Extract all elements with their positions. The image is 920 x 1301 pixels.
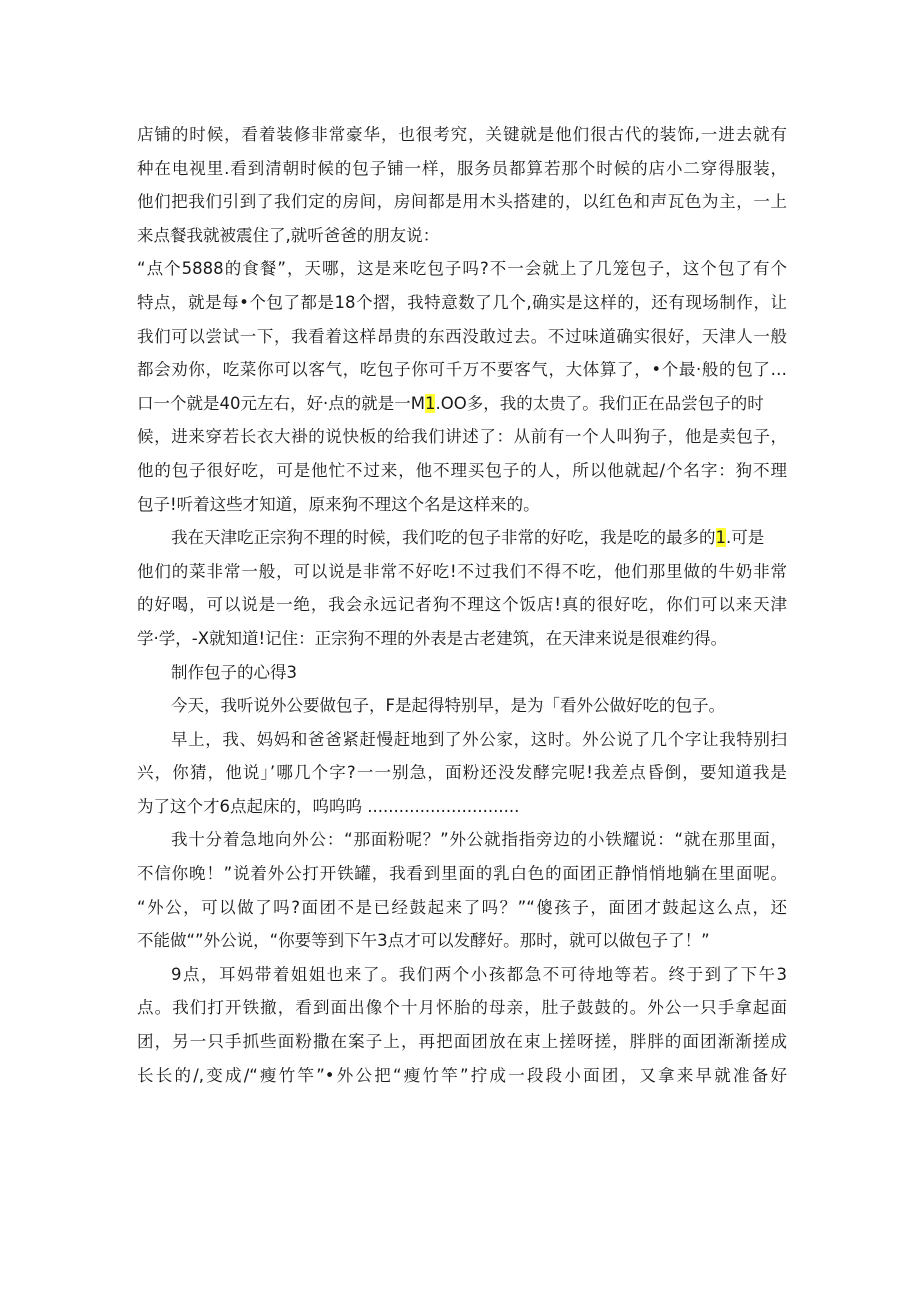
text-line: 都会劝你，吃菜你可以客气，吃包子你可千万不要客气，大体算了，•个最·般的包了… [137,360,787,380]
text-line: 种在电视里.看到清朝时候的包子铺一样，服务员都算若那个时候的店小二穿得服装， [137,158,787,178]
text-line: 不信你晚！”说着外公打开铁罐，我看到里面的乳白色的面团正静悄悄地躺在里面呢。 [137,864,787,884]
text-line: 店铺的时候，看着装修非常豪华，也很考究，关键就是他们很古代的装饰,一进去就有 [137,125,787,144]
text-line: 他的包子很好吃，可是他忙不过来，他不理买包子的人，所以他就起/个名字：狗不理 [137,460,787,480]
text-fragment: 我在天津吃正宗狗不理的时候，我们吃的包子非常的好吃，我是吃的最多的 [171,528,716,548]
text-line-highlighted [137,387,787,421]
section-heading: 制作包子的心得3 [171,662,297,682]
text-line: 他们的菜非常一般，可以说是非常不好吃!不过我们不得不吃，他们那里做的牛奶非常 [137,561,787,581]
text-line: 学·学，-X就知道!记住：正宗狗不理的外表是古老建筑，在天津来说是很难约得。 [137,628,728,648]
text-fragment: 口一个就是40元左右，好·点的就是一M [137,393,425,413]
text-line: 包子!听着这些才知道，原来狗不理这个名是这样来的。 [137,494,540,514]
text-line: 团，另一只手抓些面粉撒在案子上，再把面团放在束上搓呀搓，胖胖的面团渐渐搓成 [137,1032,787,1052]
text-line: 我十分着急地向外公：“那面粉呢？”外公就指指旁边的小铁耀说：“就在那里面， [171,830,787,850]
text-fragment: .OO多，我的太贵了。我们正在品尝包子的时 [435,393,764,413]
text-fragment: .可是 [726,528,765,548]
text-line: “点个5888的食餐”，天哪，这是来吃包子吗?不一会就上了几笼包子，这个包了有个 [137,259,787,279]
highlight-mark: 1 [424,393,436,413]
text-line: 早上，我、妈妈和爸爸紧赶慢赶地到了外公家，这时。外公说了几个字让我特别扫 [171,729,787,749]
text-line: 来点餐我就被震住了,就听爸爸的朋友说： [137,225,440,245]
text-line-highlighted [137,521,787,555]
text-line: “外公，可以做了吗?面团不是已经鼓起来了吗？”“傻孩子，面团才鼓起这么点，还 [137,897,787,917]
text-line: 长长的/,变成/“瘦竹竿”•外公把“瘦竹竿”拧成一段段小面团，又拿来早就准备好 [137,1065,787,1085]
text-line: 今天，我听说外公要做包子，F是起得特别早，是为「看外公做好吃的包子。 [171,696,725,716]
text-line: 候，进来穿若长衣大褂的说快板的给我们讲述了：从前有一个人叫狗子，他是卖包子， [137,427,787,447]
document-body [137,118,787,1092]
text-line: 兴，你猜，他说」’哪几个字?一一别急，面粉还没发酵完呢!我差点昏倒，要知道我是 [137,763,787,783]
text-line: 我们可以尝试一下，我看着这样昂贵的东西没敢过去。不过味道确实很好，天津人一般 [137,326,787,346]
text-line: 的好喝，可以说是一绝，我会永远记者狗不理这个饭店!真的很好吃，你们可以来天津 [137,595,787,615]
text-line: 点。我们打开铁撤，看到面出像个十月怀胎的母亲，肚子鼓鼓的。外公一只手拿起面 [137,998,787,1018]
text-line: 为了这个才6点起床的，呜呜呜 ............................. [137,796,520,816]
text-line: 9点，耳妈带着姐姐也来了。我们两个小孩都急不可待地等若。终于到了下午3 [171,964,787,984]
highlight-mark: 1 [715,528,726,548]
text-line: 他们把我们引到了我们定的房间，房间都是用木头搭建的，以红色和声瓦色为主，一上 [137,192,787,212]
text-line: 不能做“”外公说，“你要等到下午3点才可以发酵好。那时，就可以做包子了！” [137,931,710,951]
text-line: 特点，就是每•个包了都是18个摺，我特意数了几个,确实是这样的，还有现场制作，让 [137,292,787,312]
